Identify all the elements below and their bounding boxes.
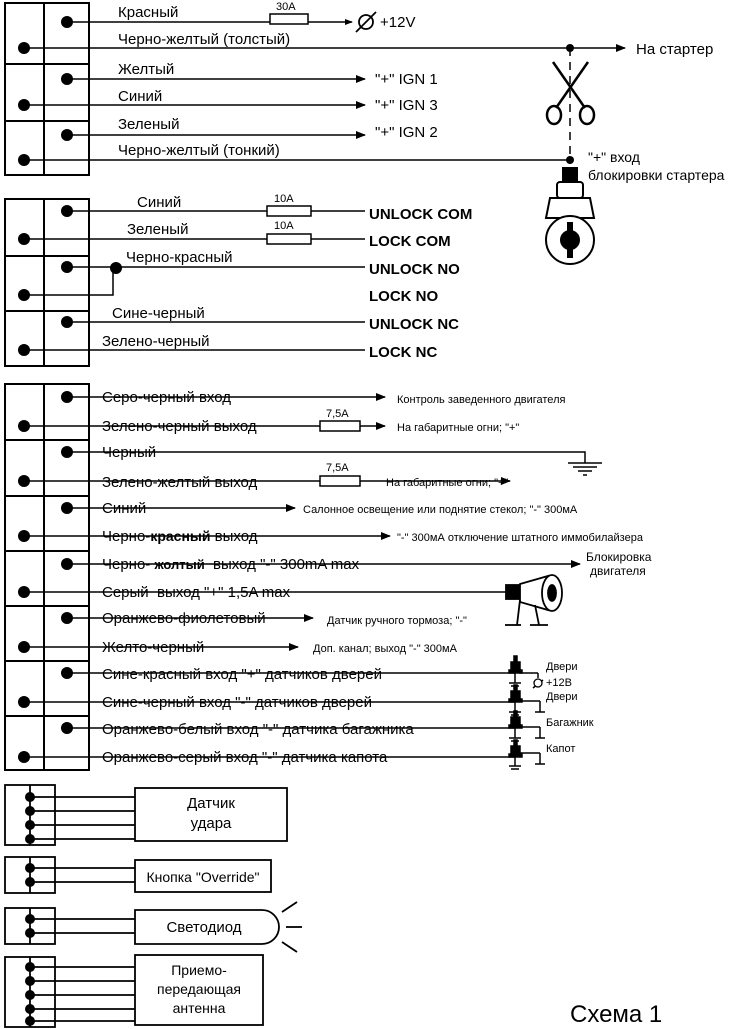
wire-dest-engine-block-2: двигателя bbox=[590, 564, 646, 578]
antenna-label-1: Приемо- bbox=[171, 962, 227, 978]
wire-label-black-yellow-thick: Черно-желтый (толстый) bbox=[118, 31, 291, 48]
ignition-lock-icon bbox=[546, 168, 594, 264]
wire-label-black-yellow-out: Черно- жолтый выход "-" 300mA max bbox=[102, 556, 360, 573]
wire-label-yellow-black: Желто-черный bbox=[102, 639, 205, 656]
wire-label-green-yellow-out: Зелено-желтый выход bbox=[102, 474, 258, 491]
shock-sensor-label-1: Датчик bbox=[187, 795, 235, 812]
hood-switch-icon bbox=[509, 740, 545, 769]
fuse-10a-unlock bbox=[267, 206, 311, 216]
fuse-7-5a-2-label: 7,5A bbox=[326, 462, 349, 474]
block1-pins bbox=[18, 16, 73, 166]
wire-dest-unlock-no: UNLOCK NO bbox=[369, 261, 460, 278]
wire-dest-aux-channel: Доп. канал; выход "-" 300мА bbox=[313, 643, 457, 655]
fuse-30a bbox=[270, 14, 308, 24]
wire-label-trunk: Оранжево-белый вход "-" датчика багажника bbox=[102, 721, 414, 738]
wire-dest-handbrake: Датчик ручного тормоза; "-" bbox=[327, 615, 467, 627]
antenna-label-3: антенна bbox=[172, 1000, 226, 1016]
fuse-7-5a-1 bbox=[320, 421, 360, 431]
wire-dest-engine-block-1: Блокировка bbox=[586, 550, 652, 564]
wire-label-door-plus: Сине-красный вход "+" датчиков дверей bbox=[102, 666, 382, 683]
wire-dest-12v: +12V bbox=[380, 14, 416, 31]
block2-pins bbox=[18, 205, 73, 356]
wire-dest-parking-lights-2: На габаритные огни; "+" bbox=[386, 477, 509, 489]
wire-label-black-yellow-thin: Черно-желтый (тонкий) bbox=[118, 142, 280, 159]
wire-label-green-black: Зелено-черный bbox=[102, 333, 210, 350]
wire-dest-ign2: "+" IGN 2 bbox=[375, 124, 438, 141]
fuse-10a-lock-label: 10A bbox=[274, 220, 294, 232]
wire-label-green-black-out: Зелено-черный выход bbox=[102, 418, 257, 435]
wire-dest-unlock-com: UNLOCK COM bbox=[369, 206, 473, 223]
wire-label-blue-black: Сине-черный bbox=[112, 305, 205, 322]
antenna-pins bbox=[25, 962, 35, 1026]
wire-label-blue: Синий bbox=[118, 88, 163, 105]
wire-dest-engine-control: Контроль заведенного двигателя bbox=[397, 394, 566, 406]
ground-icon bbox=[568, 463, 602, 475]
block3-pins bbox=[18, 391, 73, 763]
wire-label-green: Зеленый bbox=[118, 116, 180, 133]
fuse-7-5a-1-label: 7,5A bbox=[326, 408, 349, 420]
wire-label-green-2: Зеленый bbox=[127, 221, 189, 238]
starter-block-input-line2: блокировки стартера bbox=[588, 167, 725, 183]
wire-dest-hood: Капот bbox=[546, 743, 576, 755]
fuse-10a-lock bbox=[267, 234, 311, 244]
wire-label-yellow: Желтый bbox=[118, 61, 175, 78]
plus12v-terminal bbox=[356, 12, 376, 32]
wire-dest-lock-com: LOCK COM bbox=[369, 233, 451, 250]
wire-dest-trunk: Багажник bbox=[546, 717, 594, 729]
wire-dest-starter: На стартер bbox=[636, 41, 714, 58]
wire-label-door-minus: Сине-черный вход "-" датчиков дверей bbox=[102, 694, 372, 711]
wire-dest-interior-light: Салонное освещение или поднятие стекол; "-" 300мА bbox=[303, 504, 578, 516]
wire-label-grey-out: Серый выход "+" 1,5A max bbox=[102, 584, 291, 601]
block2-wires bbox=[24, 211, 365, 350]
antenna-label-2: передающая bbox=[157, 981, 241, 997]
black-red-junction bbox=[110, 262, 122, 274]
wire-label-hood: Оранжево-серый вход "-" датчика капота bbox=[102, 749, 388, 766]
wire-dest-lock-nc: LOCK NC bbox=[369, 344, 438, 361]
wire-dest-ign1: "+" IGN 1 bbox=[375, 71, 438, 88]
wire-dest-unlock-nc: UNLOCK NC bbox=[369, 316, 459, 333]
trunk-switch-icon bbox=[509, 711, 545, 741]
starter-block-input-line1: "+" вход bbox=[588, 149, 640, 165]
shock-sensor-label-2: удара bbox=[190, 815, 232, 832]
fuse-7-5a-2 bbox=[320, 476, 360, 486]
door-12v-terminal bbox=[534, 679, 542, 687]
wire-label-grey-black: Серо-черный вход bbox=[102, 389, 232, 406]
diagram-caption: Схема 1 bbox=[570, 1001, 663, 1028]
wire-dest-parking-lights-1: На габаритные огни; "+" bbox=[397, 422, 520, 434]
wire-label-red: Красный bbox=[118, 4, 179, 21]
wire-label-blue-2: Синий bbox=[137, 194, 182, 211]
led-connector bbox=[5, 902, 302, 952]
fuse-10a-unlock-label: 10A bbox=[274, 193, 294, 205]
wire-dest-lock-no: LOCK NO bbox=[369, 288, 439, 305]
connector-block-3 bbox=[5, 384, 89, 770]
wire-label-black: Черный bbox=[102, 444, 157, 461]
wire-dest-immobilizer: "-" 300мА отключение штатного иммобилайзера bbox=[397, 532, 643, 544]
wire-label-black-red: Черно-красный bbox=[126, 249, 233, 266]
block1-wires bbox=[24, 22, 625, 160]
shock-sensor-connector bbox=[5, 785, 287, 845]
wire-dest-doors-2: Двери bbox=[546, 691, 578, 703]
starter-junction bbox=[566, 44, 574, 52]
wire-label-black-red-out: Черно-красный выход bbox=[102, 528, 258, 545]
wire-dest-doors-1: Двери bbox=[546, 661, 578, 673]
wire-dest-doors-12v: +12В bbox=[546, 677, 572, 689]
connector-block-1 bbox=[5, 3, 89, 175]
starter-block-junction bbox=[566, 156, 574, 164]
wire-label-orange-violet: Оранжево-фиолетовый bbox=[102, 610, 266, 627]
wire-label-blue-3: Синий bbox=[102, 500, 147, 517]
siren-icon bbox=[505, 575, 562, 625]
wire-dest-ign3: "+" IGN 3 bbox=[375, 97, 438, 114]
led-label: Светодиод bbox=[166, 919, 242, 936]
connector-block-2 bbox=[5, 199, 89, 366]
override-button-label: Кнопка "Override" bbox=[146, 869, 260, 885]
fuse-30a-label: 30А bbox=[276, 1, 296, 13]
